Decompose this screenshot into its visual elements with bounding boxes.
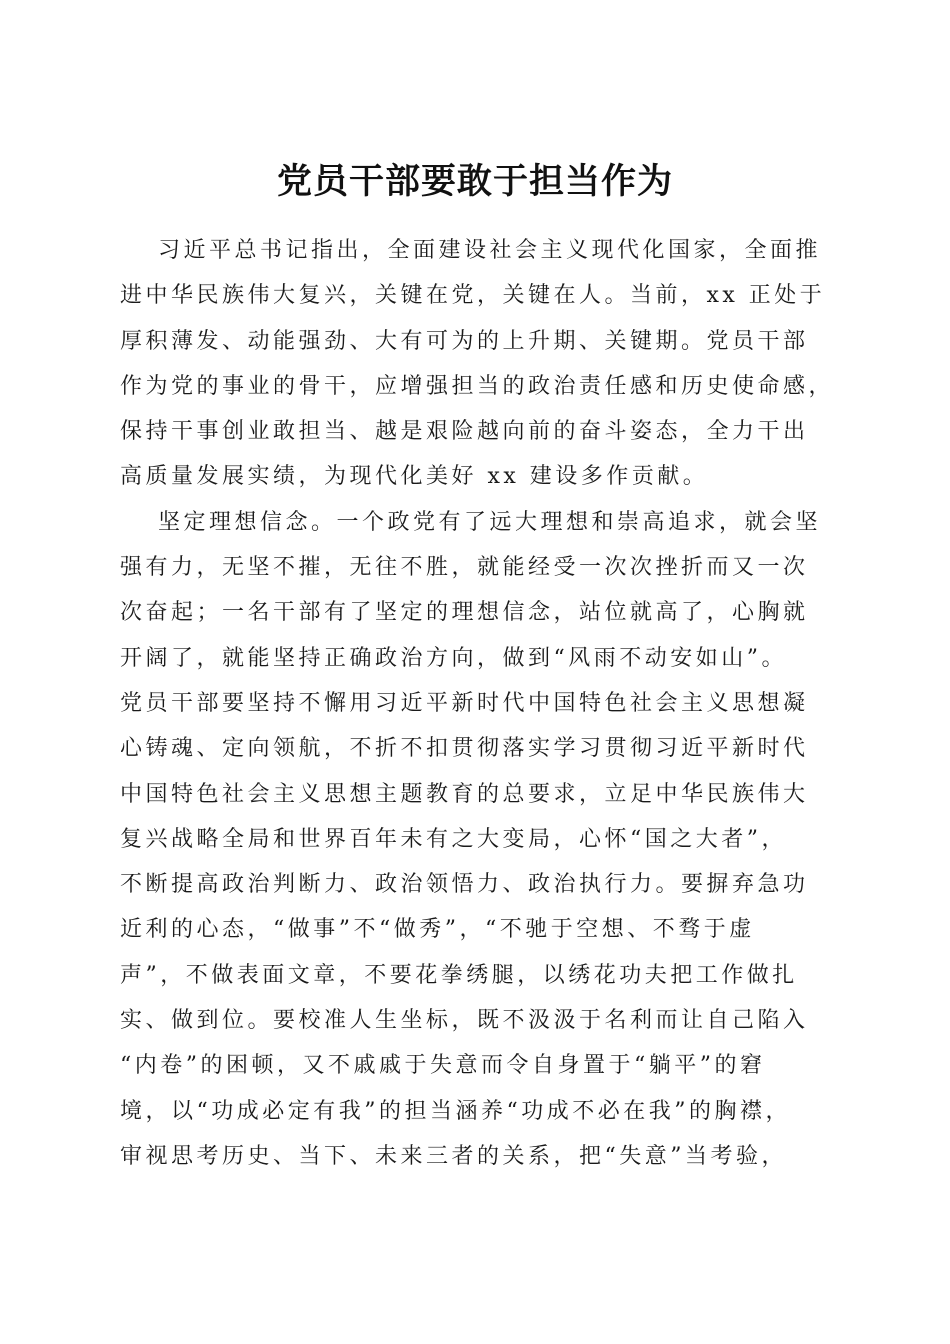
text-line: 近利的心态，“做事”不“做秀”，“不驰于空想、不骛于虚 [120, 917, 755, 943]
text-line: 坚定理想信念。一个政党有了远大理想和崇高追求，就会坚 [158, 509, 822, 535]
text-line: 审视思考历史、当下、未来三者的关系，把“失意”当考验， [120, 1143, 787, 1169]
text-line: 高质量发展实绩，为现代化美好 xx 建设多作贡献。 [120, 464, 709, 490]
document-body [120, 228, 835, 1179]
text-line: 开阔了，就能坚持正确政治方向，做到“风雨不动安如山”。 [120, 645, 787, 671]
text-line: 作为党的事业的骨干，应增强担当的政治责任感和历史使命感， [120, 373, 835, 399]
document-title: 党员干部要敢于担当作为 [276, 161, 673, 203]
text-line: 习近平总书记指出，全面建设社会主义现代化国家，全面推 [158, 238, 822, 263]
text-line: 声”，不做表面文章，不要花拳绣腿，以绣花功夫把工作做扎 [120, 962, 798, 988]
text-line: 保持干事创业敢担当、越是艰险越向前的奋斗姿态，全力干出 [120, 419, 809, 445]
text-line: “内卷”的困顿，又不戚戚于失意而令自身置于“躺平”的窘 [120, 1053, 766, 1079]
text-line: 心铸魂、定向领航，不折不扣贯彻落实学习贯彻习近平新时代 [120, 736, 809, 762]
text-line: 次奋起；一名干部有了坚定的理想信念，站位就高了，心胸就 [120, 600, 809, 626]
text-line: 不断提高政治判断力、政治领悟力、政治执行力。要摒弃急功 [120, 872, 809, 898]
text-line: 中国特色社会主义思想主题教育的总要求，立足中华民族伟大 [120, 781, 809, 807]
text-line: 进中华民族伟大复兴，关键在党，关键在人。当前，xx 正处于 [120, 283, 826, 309]
text-line: 党员干部要坚持不懈用习近平新时代中国特色社会主义思想凝 [120, 690, 809, 716]
text-line: 境，以“功成必定有我”的担当涵养“功成不必在我”的胸襟， [120, 1098, 791, 1124]
text-line: 强有力，无坚不摧，无往不胜，就能经受一次次挫折而又一次 [120, 555, 809, 581]
text-line: 复兴战略全局和世界百年未有之大变局，心怀“国之大者”， [120, 826, 787, 852]
text-line: 实、做到位。要校准人生坐标，既不汲汲于名利而让自己陷入 [120, 1008, 809, 1034]
text-line: 厚积薄发、动能强劲、大有可为的上升期、关键期。党员干部 [120, 328, 809, 354]
